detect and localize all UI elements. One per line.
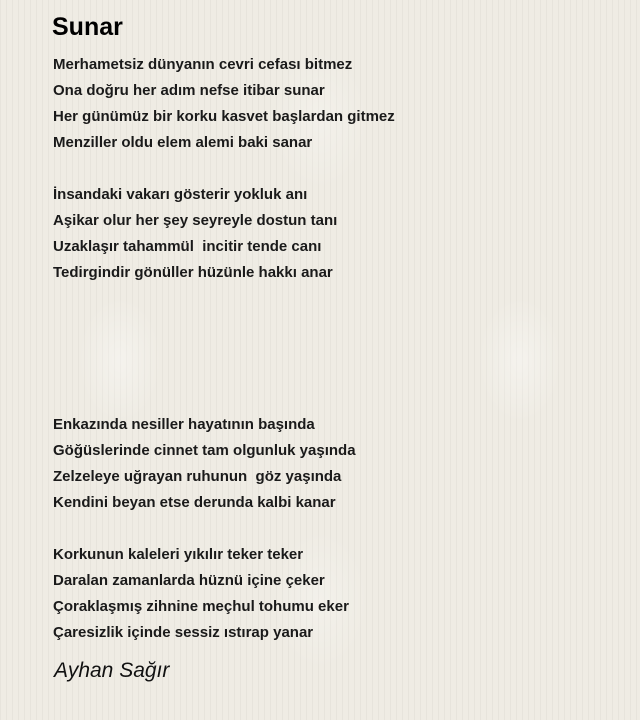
poem-line: Ona doğru her adım nefse itibar sunar	[53, 82, 325, 99]
poem-line: Menziller oldu elem alemi baki sanar	[53, 134, 313, 151]
poem-line: Korkunun kaleleri yıkılır teker teker	[53, 546, 304, 563]
poem-line: Göğüslerinde cinnet tam olgunluk yaşında	[53, 442, 356, 459]
poem-title: Sunar	[52, 13, 123, 41]
poem-line: İnsandaki vakarı gösterir yokluk anı	[53, 186, 308, 203]
poem-author: Ayhan Sağır	[54, 659, 170, 682]
poem-line: Daralan zamanlarda hüznü içine çeker	[53, 572, 325, 589]
poem-line: Merhametsiz dünyanın cevri cefası bitmez	[53, 56, 353, 73]
poem-line: Kendini beyan etse derunda kalbi kanar	[53, 494, 336, 511]
poem-line: Aşikar olur her şey seyreyle dostun tanı	[53, 212, 338, 229]
poem-line: Enkazında nesiller hayatının başında	[53, 416, 315, 433]
stanza-4	[53, 542, 349, 646]
stanza-2	[53, 182, 337, 286]
poem-line: Tedirgindir gönüller hüzünle hakkı anar	[53, 264, 333, 281]
stanza-3	[53, 412, 356, 516]
poem-line: Her günümüz bir korku kasvet başlardan gitmez	[53, 108, 395, 125]
stanza-1	[53, 52, 395, 156]
poem-line: Uzaklaşır tahammül incitir tende canı	[53, 238, 322, 255]
poem-line: Çaresizlik içinde sessiz ıstırap yanar	[53, 624, 314, 641]
poem-line: Çoraklaşmış zihnine meçhul tohumu eker	[53, 598, 349, 615]
poem-line: Zelzeleye uğrayan ruhunun göz yaşında	[53, 468, 342, 485]
